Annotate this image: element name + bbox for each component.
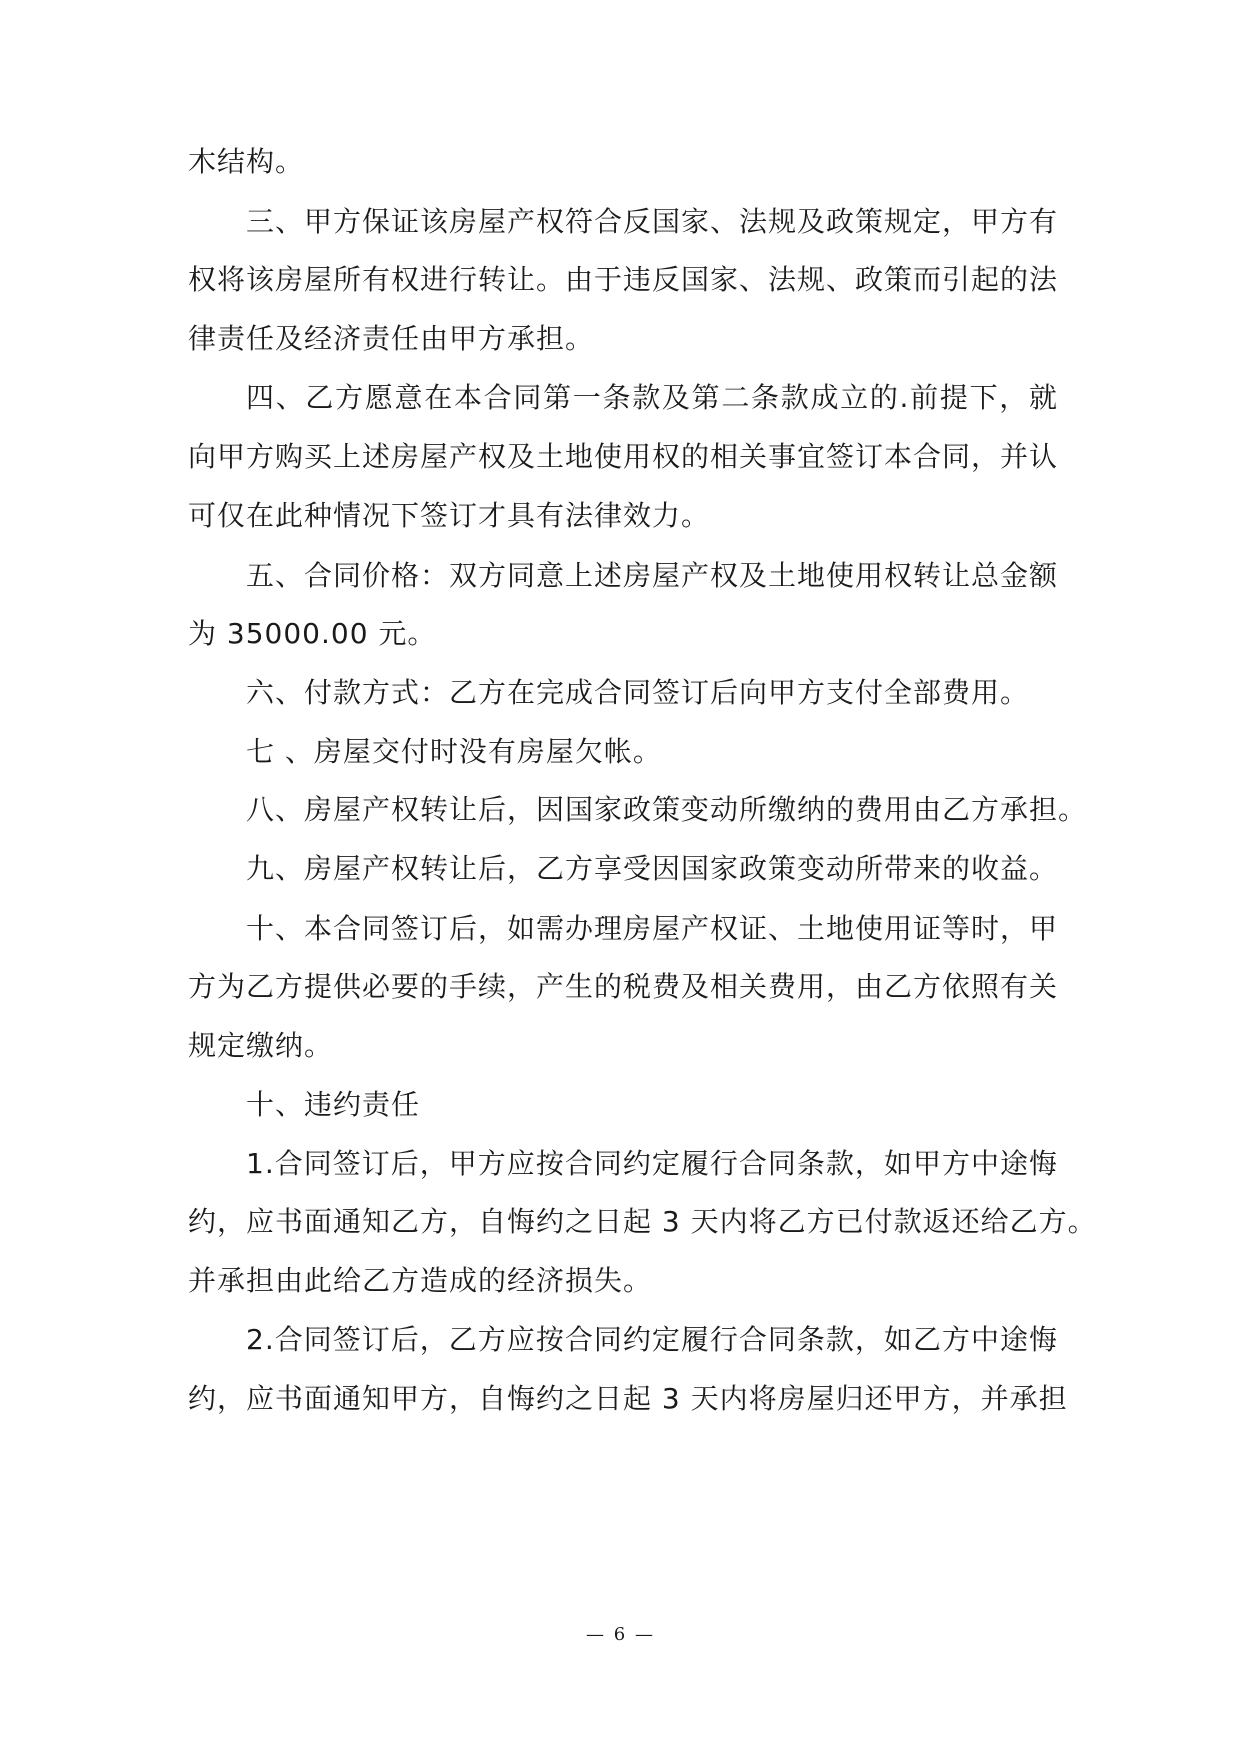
clause-3-line-2: 权将该房屋所有权进行转让。由于违反国家、法规、政策而引起的法 xyxy=(188,263,1059,296)
clause-4-line-3: 可仅在此种情况下签订才具有法律效力。 xyxy=(188,499,711,532)
clause-4-line-1: 四、乙方愿意在本合同第一条款及第二条款成立的.前提下，就 xyxy=(246,381,1058,414)
clause-10-line-1: 十、本合同签订后，如需办理房屋产权证、土地使用证等时，甲 xyxy=(246,912,1059,945)
clause-3-line-1: 三、甲方保证该房屋产权符合反国家、法规及政策规定，甲方有 xyxy=(246,205,1059,238)
clause-8-line-1: 八、房屋产权转让后，因国家政策变动所缴纳的费用由乙方承担。 xyxy=(246,793,1088,826)
breach-heading: 十、违约责任 xyxy=(246,1088,421,1121)
clause-9-line-1: 九、房屋产权转让后，乙方享受因国家政策变动所带来的收益。 xyxy=(246,852,1059,885)
clause-3-line-3: 律责任及经济责任由甲方承担。 xyxy=(188,322,595,355)
paragraph-line-1: 木结构。 xyxy=(188,145,305,178)
clause-5-line-2: 为 35000.00 元。 xyxy=(188,617,437,650)
breach-item-1-line-1: 1.合同签订后，甲方应按合同约定履行合同条款，如甲方中途悔 xyxy=(246,1147,1058,1180)
page-number: — 6 — xyxy=(586,1624,655,1645)
clause-6-line-1: 六、付款方式：乙方在完成合同签订后向甲方支付全部费用。 xyxy=(246,676,1030,709)
clause-10-line-3: 规定缴纳。 xyxy=(188,1029,334,1062)
breach-item-2-line-2: 约，应书面通知甲方，自悔约之日起 3 天内将房屋归还甲方，并承担 xyxy=(188,1382,1068,1415)
breach-item-1-line-2: 约，应书面通知乙方，自悔约之日起 3 天内将乙方已付款返还给乙方。 xyxy=(188,1205,1097,1238)
clause-4-line-2: 向甲方购买上述房屋产权及土地使用权的相关事宜签订本合同，并认 xyxy=(188,440,1059,473)
clause-5-line-1: 五、合同价格：双方同意上述房屋产权及土地使用权转让总金额 xyxy=(246,559,1059,592)
clause-10-line-2: 方为乙方提供必要的手续，产生的税费及相关费用，由乙方依照有关 xyxy=(188,970,1059,1003)
breach-item-1-line-3: 并承担由此给乙方造成的经济损失。 xyxy=(188,1264,653,1297)
clause-7-line-1: 七 、房屋交付时没有房屋欠帐。 xyxy=(246,735,662,768)
breach-item-2-line-1: 2.合同签订后，乙方应按合同约定履行合同条款，如乙方中途悔 xyxy=(246,1323,1058,1356)
